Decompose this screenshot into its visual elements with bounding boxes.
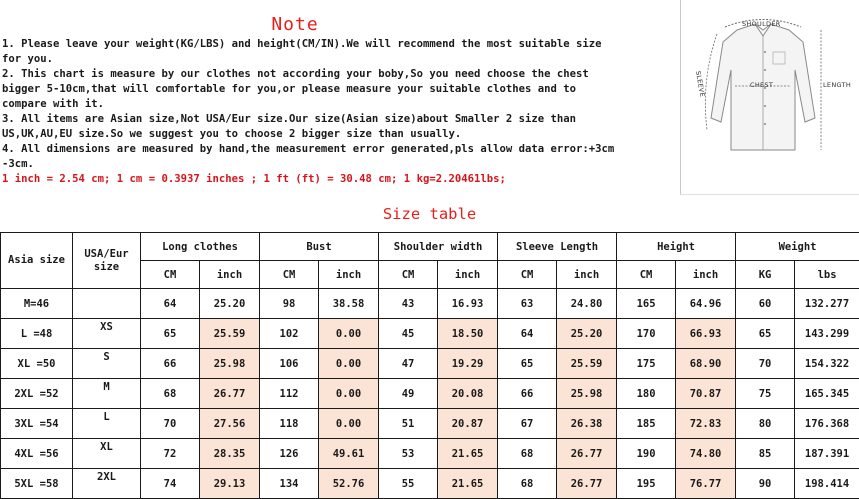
note-line: 4. All dimensions are measured by hand,the measurement error generated,pls allow data error:+3cm (2, 142, 680, 157)
measurement-cell: 25.20 (200, 289, 260, 319)
measurement-cell: 47 (379, 349, 438, 379)
note-line: 1. Please leave your weight(KG/LBS) and height(CM/IN).We will recommend the most suitable size (2, 37, 680, 52)
measurement-cell: 66 (141, 349, 200, 379)
measurement-cell: 64 (498, 319, 557, 349)
measurement-cell: 98 (260, 289, 319, 319)
usa-eur-size-header: USA/Eur size (73, 233, 141, 289)
measurement-cell: 185 (617, 409, 676, 439)
measurement-cell: 70 (736, 349, 795, 379)
measurement-cell: 20.87 (438, 409, 498, 439)
header-row-groups (1, 233, 859, 261)
measurement-cell: 106 (260, 349, 319, 379)
unit-header: inch (200, 261, 260, 289)
measurement-cell: 24.80 (557, 289, 617, 319)
measurement-cell: 26.77 (557, 469, 617, 499)
measurement-cell: 21.65 (438, 439, 498, 469)
measurement-cell: 70.87 (676, 379, 736, 409)
measurement-cell: 165 (617, 289, 676, 319)
measurement-cell: 25.59 (557, 349, 617, 379)
measurement-cell: 60 (736, 289, 795, 319)
measurement-cell: 25.98 (557, 379, 617, 409)
measurement-cell: 170 (617, 319, 676, 349)
measurement-cell: 76.77 (676, 469, 736, 499)
usa-size-cell: XL (73, 439, 141, 469)
size-table-title: Size table (0, 205, 859, 223)
usa-size-cell (73, 289, 141, 319)
asia-size-cell: 2XL =52 (1, 379, 73, 409)
group-header: Weight (736, 233, 859, 261)
length-label: LENGTH (823, 81, 851, 89)
measurement-cell: 18.50 (438, 319, 498, 349)
measurement-cell: 21.65 (438, 469, 498, 499)
measurement-cell: 165.345 (795, 379, 859, 409)
measurement-cell: 74 (141, 469, 200, 499)
note-line: -3cm. (2, 157, 680, 172)
asia-size-cell: M=46 (1, 289, 73, 319)
measurement-cell: 112 (260, 379, 319, 409)
measurement-cell: 65 (141, 319, 200, 349)
note-line: 3. All items are Asian size,Not USA/Eur size.Our size(Asian size)about Smaller 2 size than (2, 112, 680, 127)
usa-size-cell: XS (73, 319, 141, 349)
asia-size-cell: 5XL =58 (1, 469, 73, 499)
group-header: Height (617, 233, 736, 261)
group-header: Bust (260, 233, 379, 261)
usa-size-cell: L (73, 409, 141, 439)
measurement-cell: 68 (498, 439, 557, 469)
measurement-cell: 102 (260, 319, 319, 349)
measurement-cell: 68.90 (676, 349, 736, 379)
measurement-cell: 0.00 (319, 409, 379, 439)
measurement-cell: 38.58 (319, 289, 379, 319)
asia-size-cell: 3XL =54 (1, 409, 73, 439)
usa-size-cell: S (73, 349, 141, 379)
measurement-cell: 65 (498, 349, 557, 379)
unit-header: inch (319, 261, 379, 289)
measurement-cell: 0.00 (319, 349, 379, 379)
measurement-cell: 67 (498, 409, 557, 439)
measurement-cell: 66 (498, 379, 557, 409)
chest-label: CHEST (750, 81, 773, 89)
shirt-diagram (680, 0, 859, 195)
measurement-cell: 68 (498, 469, 557, 499)
measurement-cell: 26.77 (557, 439, 617, 469)
note-line: bigger 5-10cm,that will comfortable for you,or please measure your suitable clothes and to (2, 82, 680, 97)
measurement-cell: 20.08 (438, 379, 498, 409)
measurement-cell: 90 (736, 469, 795, 499)
measurement-cell: 143.299 (795, 319, 859, 349)
measurement-cell: 0.00 (319, 379, 379, 409)
measurement-cell: 63 (498, 289, 557, 319)
measurement-cell: 176.368 (795, 409, 859, 439)
measurement-cell: 175 (617, 349, 676, 379)
measurement-cell: 68 (141, 379, 200, 409)
measurement-cell: 25.98 (200, 349, 260, 379)
notes-section (0, 0, 859, 196)
table-row (1, 379, 859, 409)
measurement-cell: 43 (379, 289, 438, 319)
note-line: US,UK,AU,EU size.So we suggest you to choose 2 bigger size than usually. (2, 127, 680, 142)
measurement-cell: 74.80 (676, 439, 736, 469)
measurement-cell: 180 (617, 379, 676, 409)
measurement-cell: 53 (379, 439, 438, 469)
measurement-cell: 28.35 (200, 439, 260, 469)
measurement-cell: 26.77 (200, 379, 260, 409)
measurement-cell: 45 (379, 319, 438, 349)
note-area (0, 0, 680, 196)
table-row (1, 289, 859, 319)
group-header: Sleeve Length (498, 233, 617, 261)
note-text (2, 37, 680, 187)
table-row (1, 319, 859, 349)
measurement-cell: 190 (617, 439, 676, 469)
unit-header: CM (498, 261, 557, 289)
measurement-cell: 134 (260, 469, 319, 499)
measurement-cell: 72 (141, 439, 200, 469)
measurement-cell: 154.322 (795, 349, 859, 379)
measurement-cell: 132.277 (795, 289, 859, 319)
note-line: 2. This chart is measure by our clothes not according your boby,So you need choose the chest (2, 67, 680, 82)
table-row (1, 349, 859, 379)
size-table (0, 232, 859, 499)
unit-header: inch (676, 261, 736, 289)
measurement-cell: 49 (379, 379, 438, 409)
shirt-icon (681, 0, 859, 194)
measurement-cell: 55 (379, 469, 438, 499)
measurement-cell: 26.38 (557, 409, 617, 439)
measurement-cell: 25.20 (557, 319, 617, 349)
measurement-cell: 64 (141, 289, 200, 319)
unit-header: inch (557, 261, 617, 289)
measurement-cell: 75 (736, 379, 795, 409)
measurement-cell: 126 (260, 439, 319, 469)
measurement-cell: 118 (260, 409, 319, 439)
measurement-cell: 187.391 (795, 439, 859, 469)
measurement-cell: 0.00 (319, 319, 379, 349)
unit-header: CM (260, 261, 319, 289)
measurement-cell: 65 (736, 319, 795, 349)
table-row (1, 439, 859, 469)
group-header: Long clothes (141, 233, 260, 261)
unit-header: CM (141, 261, 200, 289)
measurement-cell: 25.59 (200, 319, 260, 349)
unit-header: lbs (795, 261, 859, 289)
asia-size-cell: XL =50 (1, 349, 73, 379)
asia-size-cell: 4XL =56 (1, 439, 73, 469)
measurement-cell: 66.93 (676, 319, 736, 349)
measurement-cell: 49.61 (319, 439, 379, 469)
unit-conversion: 1 inch = 2.54 cm; 1 cm = 0.3937 inches ; 1 ft (ft) = 30.48 cm; 1 kg=2.20461lbs; (2, 172, 680, 187)
size-rows (1, 289, 859, 499)
measurement-cell: 80 (736, 409, 795, 439)
measurement-cell: 27.56 (200, 409, 260, 439)
measurement-cell: 52.76 (319, 469, 379, 499)
note-title: Note (0, 14, 590, 35)
measurement-cell: 16.93 (438, 289, 498, 319)
unit-header: KG (736, 261, 795, 289)
asia-size-header: Asia size (1, 233, 73, 289)
measurement-cell: 198.414 (795, 469, 859, 499)
unit-header: CM (617, 261, 676, 289)
measurement-cell: 195 (617, 469, 676, 499)
measurement-cell: 29.13 (200, 469, 260, 499)
sleeve-label: SLEEVE (694, 70, 706, 97)
asia-size-cell: L =48 (1, 319, 73, 349)
measurement-cell: 70 (141, 409, 200, 439)
note-line: for you. (2, 52, 680, 67)
unit-header: CM (379, 261, 438, 289)
measurement-cell: 51 (379, 409, 438, 439)
measurement-cell: 72.83 (676, 409, 736, 439)
note-line: compare with it. (2, 97, 680, 112)
usa-size-cell: 2XL (73, 469, 141, 499)
table-row (1, 409, 859, 439)
unit-header: inch (438, 261, 498, 289)
shoulder-label: SHOULDER (742, 20, 781, 28)
measurement-cell: 19.29 (438, 349, 498, 379)
group-header: Shoulder width (379, 233, 498, 261)
usa-size-cell: M (73, 379, 141, 409)
measurement-cell: 85 (736, 439, 795, 469)
measurement-cell: 64.96 (676, 289, 736, 319)
